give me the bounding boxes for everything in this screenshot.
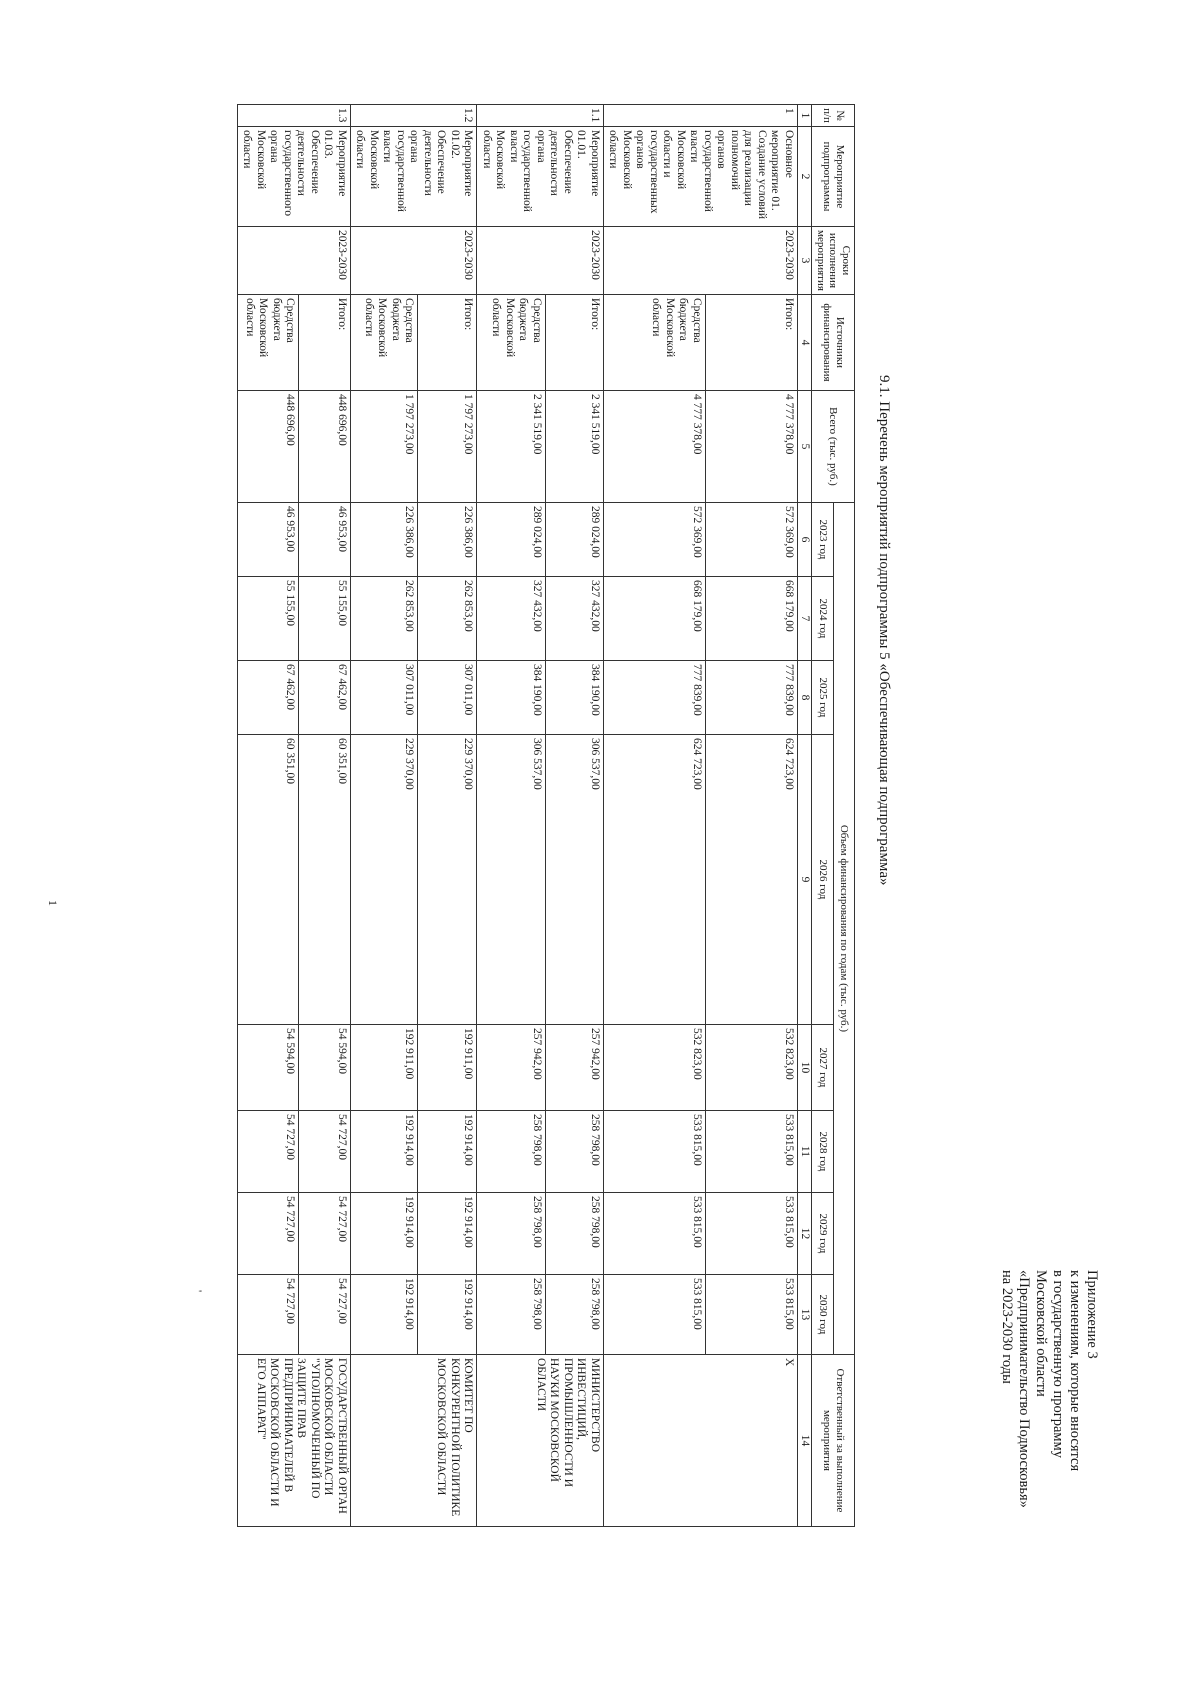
year-amount: 384 190,00 — [477, 660, 545, 734]
header-year: 2025 год — [812, 660, 833, 734]
table-row — [545, 105, 603, 1527]
column-numbers-row — [798, 105, 813, 1527]
column-number: 12 — [798, 1192, 813, 1274]
year-amount: 262 853,00 — [418, 576, 477, 660]
column-number: 1 — [798, 105, 813, 127]
year-amount: 258 798,00 — [477, 1192, 545, 1274]
year-amount: 229 370,00 — [418, 734, 477, 1024]
year-amount: 54 727,00 — [238, 1110, 299, 1192]
table-caption: 9.1. Перечень мероприятий подпрограммы 5 «Обеспечивающая подпрограмма» — [876, 375, 892, 886]
column-number: 14 — [798, 1354, 813, 1526]
year-amount: 54 594,00 — [299, 1024, 351, 1110]
header-term: Сроки исполнения мероприятия — [812, 227, 855, 295]
table-row — [299, 105, 351, 1527]
year-amount: 229 370,00 — [351, 734, 418, 1024]
row-number: 1.2 — [351, 105, 478, 127]
total-amount: 4 777 378,00 — [705, 390, 797, 502]
total-amount: 2 341 519,00 — [545, 390, 603, 502]
year-amount: 46 953,00 — [299, 502, 351, 576]
year-amount: 384 190,00 — [545, 660, 603, 734]
year-amount: 192 914,00 — [418, 1192, 477, 1274]
funding-source: Средства бюджета Московской области — [351, 294, 418, 390]
total-amount: 1 797 273,00 — [351, 390, 418, 502]
year-amount: 192 914,00 — [418, 1110, 477, 1192]
year-amount: 54 594,00 — [238, 1024, 299, 1110]
header-year: 2026 год — [812, 734, 833, 1024]
event-name: Мероприятие 01.01. Обеспечение деятельности органа государственной власти Московской области — [477, 127, 604, 227]
year-amount: 54 727,00 — [299, 1274, 351, 1354]
column-number: 2 — [798, 127, 813, 227]
year-amount: 192 914,00 — [351, 1274, 418, 1354]
year-amount: 192 914,00 — [418, 1274, 477, 1354]
event-term: 2023-2030 — [604, 227, 798, 295]
funding-source: Итого: — [545, 294, 603, 390]
responsible: Х — [604, 1354, 798, 1526]
year-amount: 624 723,00 — [705, 734, 797, 1024]
header-volume: Объем финансирования по годам (тыс. руб.) — [833, 502, 854, 1354]
event-name: Мероприятие 01.03. Обеспечение деятельности государственного органа Московской области — [238, 127, 351, 227]
year-amount: 226 386,00 — [351, 502, 418, 576]
column-number: 7 — [798, 576, 813, 660]
year-amount: 533 815,00 — [604, 1274, 706, 1354]
year-amount: 54 727,00 — [299, 1110, 351, 1192]
year-amount: 60 351,00 — [299, 734, 351, 1024]
funding-source: Средства бюджета Московской области — [477, 294, 545, 390]
year-amount: 668 179,00 — [604, 576, 706, 660]
year-amount: 533 815,00 — [705, 1110, 797, 1192]
year-amount: 55 155,00 — [238, 576, 299, 660]
year-amount: 572 369,00 — [705, 502, 797, 576]
table-row — [418, 105, 477, 1527]
header-responsible: Ответственный за выполнение мероприятия — [812, 1354, 855, 1526]
responsible: ГОСУДАРСТВЕННЫЙ ОРГАН МОСКОВСКОЙ ОБЛАСТИ "УПОЛНОМОЧЕННЫЙ ПО ЗАЩИТЕ ПРАВ ПРЕДПРИНИМАТЕЛЕЙ В МОСКОВСКОЙ ОБЛАСТИ И ЕГО АППАРАТ" — [238, 1354, 351, 1526]
column-number: 13 — [798, 1274, 813, 1354]
year-amount: 777 839,00 — [705, 660, 797, 734]
appendix-line: в государственную программу — [1050, 1270, 1066, 1459]
year-amount: 54 727,00 — [238, 1274, 299, 1354]
row-number: 1.1 — [477, 105, 604, 127]
header-year: 2030 год — [812, 1274, 833, 1354]
events-table — [237, 104, 855, 1527]
appendix-line: к изменениям, которые вносятся — [1067, 1270, 1083, 1472]
year-amount: 46 953,00 — [238, 502, 299, 576]
header-year: 2027 год — [812, 1024, 833, 1110]
column-number: 8 — [798, 660, 813, 734]
year-amount: 257 942,00 — [477, 1024, 545, 1110]
event-term: 2023-2030 — [351, 227, 478, 295]
year-amount: 54 727,00 — [238, 1192, 299, 1274]
total-amount: 4 777 378,00 — [604, 390, 706, 502]
funding-source: Итого: — [418, 294, 477, 390]
year-amount: 192 911,00 — [351, 1024, 418, 1110]
year-amount: 777 839,00 — [604, 660, 706, 734]
year-amount: 60 351,00 — [238, 734, 299, 1024]
appendix-line: Московской области — [1033, 1270, 1049, 1397]
document-page — [30, 80, 1200, 1677]
header-source: Источники финансирования — [812, 294, 855, 390]
table-body — [238, 105, 798, 1527]
appendix-line: Приложение 3 — [1084, 1270, 1100, 1359]
year-amount: 306 537,00 — [545, 734, 603, 1024]
year-amount: 192 914,00 — [351, 1192, 418, 1274]
year-amount: 192 911,00 — [418, 1024, 477, 1110]
year-amount: 258 798,00 — [545, 1192, 603, 1274]
year-amount: 258 798,00 — [545, 1274, 603, 1354]
column-number: 9 — [798, 734, 813, 1024]
year-amount: 307 011,00 — [351, 660, 418, 734]
row-number: 1 — [604, 105, 798, 127]
total-amount: 448 696,00 — [238, 390, 299, 502]
year-amount: 533 815,00 — [604, 1192, 706, 1274]
row-number: 1.3 — [238, 105, 351, 127]
year-amount: 67 462,00 — [238, 660, 299, 734]
column-number: 4 — [798, 294, 813, 390]
total-amount: 1 797 273,00 — [418, 390, 477, 502]
funding-source: Средства бюджета Московской области — [604, 294, 706, 390]
year-amount: 307 011,00 — [418, 660, 477, 734]
funding-source: Средства бюджета Московской области — [238, 294, 299, 390]
column-number: 5 — [798, 390, 813, 502]
responsible: КОМИТЕТ ПО КОНКУРЕНТНОЙ ПОЛИТИКЕ МОСКОВСКОЙ ОБЛАСТИ — [351, 1354, 478, 1526]
table-row — [604, 105, 706, 1527]
table-row — [705, 105, 797, 1527]
header-year: 2028 год — [812, 1110, 833, 1192]
appendix-line: «Предпринимательство Подмосковья» — [1016, 1270, 1032, 1508]
scan-mark: ' — [191, 1290, 205, 1293]
year-amount: 258 798,00 — [477, 1110, 545, 1192]
year-amount: 533 815,00 — [705, 1192, 797, 1274]
appendix-line: на 2023-2030 годы — [999, 1270, 1015, 1384]
year-amount: 306 537,00 — [477, 734, 545, 1024]
header-year: 2024 год — [812, 576, 833, 660]
column-number: 6 — [798, 502, 813, 576]
event-name: Основное мероприятие 01. Создание условий для реализации полномочий органов государственной власти Московской области и государственных органов Московской области — [604, 127, 798, 227]
year-amount: 289 024,00 — [545, 502, 603, 576]
appendix-header — [998, 1270, 1100, 1508]
year-amount: 572 369,00 — [604, 502, 706, 576]
header-total: Всего (тыс. руб.) — [812, 390, 855, 502]
funding-source: Итого: — [299, 294, 351, 390]
responsible: МИНИСТЕРСТВО ИНВЕСТИЦИЙ, ПРОМЫШЛЕННОСТИ И НАУКИ МОСКОВСКОЙ ОБЛАСТИ — [477, 1354, 604, 1526]
event-term: 2023-2030 — [477, 227, 604, 295]
year-amount: 532 823,00 — [604, 1024, 706, 1110]
header-year: 2029 год — [812, 1192, 833, 1274]
year-amount: 624 723,00 — [604, 734, 706, 1024]
event-name: Мероприятие 01.02. Обеспечение деятельности органа государственной власти Московской области — [351, 127, 478, 227]
year-amount: 258 798,00 — [477, 1274, 545, 1354]
header-num: № п/п — [812, 105, 855, 127]
year-amount: 533 815,00 — [705, 1274, 797, 1354]
year-amount: 327 432,00 — [545, 576, 603, 660]
table-row — [351, 105, 418, 1527]
year-amount: 258 798,00 — [545, 1110, 603, 1192]
column-number: 10 — [798, 1024, 813, 1110]
year-amount: 226 386,00 — [418, 502, 477, 576]
page-number: 1 — [46, 900, 60, 906]
header-event: Мероприятие подпрограммы — [812, 127, 855, 227]
year-amount: 257 942,00 — [545, 1024, 603, 1110]
header-year: 2023 год — [812, 502, 833, 576]
table-row — [477, 105, 545, 1527]
column-number: 11 — [798, 1110, 813, 1192]
table-row — [238, 105, 299, 1527]
funding-source: Итого: — [705, 294, 797, 390]
year-amount: 533 815,00 — [604, 1110, 706, 1192]
event-term: 2023-2030 — [238, 227, 351, 295]
year-amount: 192 914,00 — [351, 1110, 418, 1192]
year-amount: 532 823,00 — [705, 1024, 797, 1110]
total-amount: 448 696,00 — [299, 390, 351, 502]
total-amount: 2 341 519,00 — [477, 390, 545, 502]
year-amount: 55 155,00 — [299, 576, 351, 660]
year-amount: 54 727,00 — [299, 1192, 351, 1274]
year-amount: 327 432,00 — [477, 576, 545, 660]
column-number: 3 — [798, 227, 813, 295]
year-amount: 289 024,00 — [477, 502, 545, 576]
year-amount: 67 462,00 — [299, 660, 351, 734]
year-amount: 262 853,00 — [351, 576, 418, 660]
year-amount: 668 179,00 — [705, 576, 797, 660]
